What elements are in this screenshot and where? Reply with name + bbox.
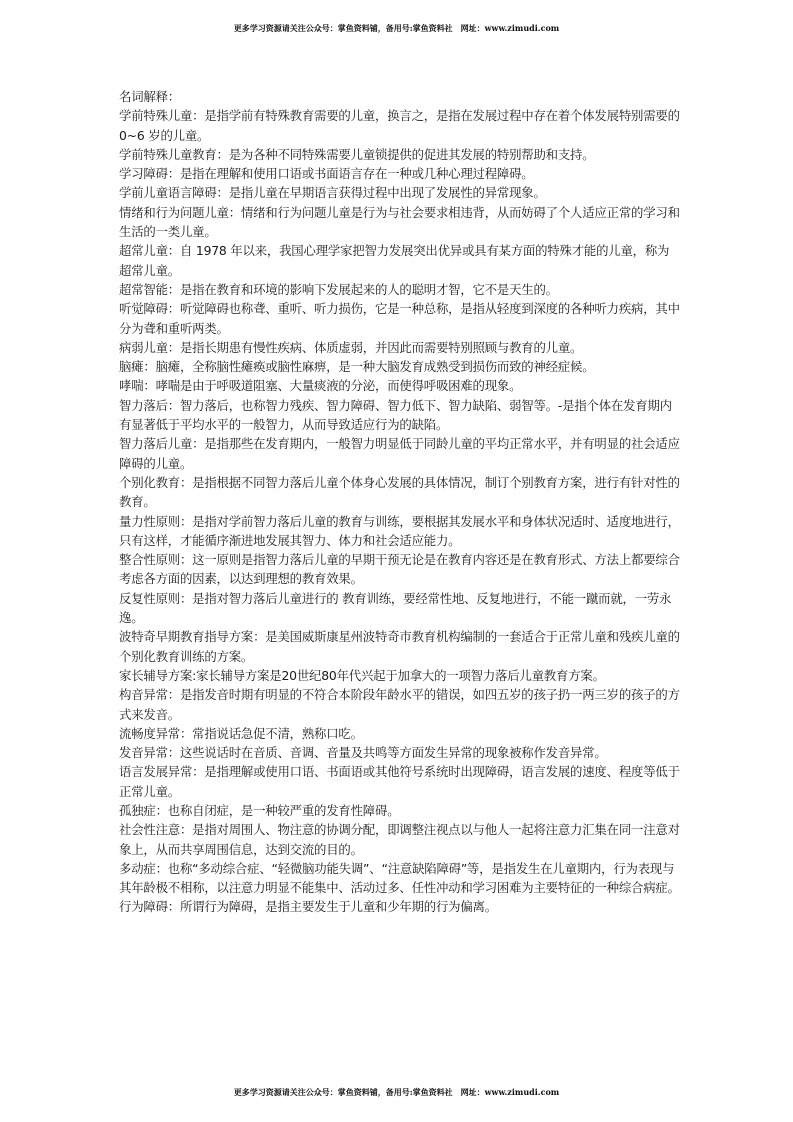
term-definition: 脑瘫：脑瘫，全称脑性瘫痪或脑性麻痹，是一种大脑发育成熟受到损伤而致的神经症候。: [119, 359, 595, 375]
term-definition: 超常儿童：自 1978 年以来，我国心理学家把智力发展突出优异或具有某方面的特殊才能的儿童，称为超常儿童。: [119, 243, 670, 278]
term-definition: 多动症：也称“多动综合症、“轻微脑功能失调”、“注意缺陷障碍”等，是指发生在儿童期内，行为表现与其年龄极不相称，以注意力明显不能集中、活动过多、任性冲动和学习困难为主要特征的一种综合病症。: [119, 860, 680, 896]
term-definition: 学前特殊儿童：是指学前有特殊教育需要的儿童，换言之，是指在发展过程中存在着个体发展特别需要的 0~6 岁的儿童。: [119, 108, 680, 143]
term-definition: 学前特殊儿童教育：是为各种不同特殊需要儿童锁提供的促进其发展的特别帮助和支持。: [119, 146, 595, 162]
term-definition: 社会性注意：是指对周围人、物注意的协调分配，即调整注视点以与他人一起将注意力汇集在同一注意对象上，从而共享周围信息，达到交流的目的。: [119, 822, 680, 857]
term-definition: 家长辅导方案:家长辅导方案是20世纪80年代兴起于加拿大的一项智力落后儿童教育方案。: [119, 667, 605, 683]
term-definition: 发音异常：这些说话时在音质、音调、音量及共鸣等方面发生异常的现象被称作发音异常。: [119, 745, 607, 761]
term-definition: 听觉障碍：听觉障碍也称聋、重听、听力损伤，它是一种总称，是指从轻度到深度的各种听力疾病，其中分为聋和重听两类。: [119, 301, 680, 336]
term-definition: 语言发展异常：是指理解或使用口语、书面语或其他符号系统时出现障碍，语言发展的速度、程度等低于正常儿童。: [119, 764, 680, 799]
term-definition: 构音异常：是指发音时期有明显的不符合本阶段年龄水平的错误，如四五岁的孩子扔一两三岁的孩子的方式来发音。: [119, 687, 680, 722]
page-header: 更多学习资源请关注公众号：掌鱼资料铺，备用号:掌鱼资料社 网址：www.zimudi.com: [233, 23, 560, 33]
term-definition: 个别化教育：是指根据不同智力落后儿童个体身心发展的具体情况，制订个别教育方案，进行有针对性的教育。: [119, 474, 680, 510]
term-definition: 反复性原则：是指对智力落后儿童进行的 教育训练，要经常性地、反复地进行，不能一蹴而就，一劳永逸。: [119, 590, 672, 626]
term-definition: 流畅度异常：常指说话急促不清，熟称口吃。: [119, 725, 363, 741]
term-definition: 孤独症：也称自闭症，是一种较严重的发育性障碍。: [119, 802, 400, 818]
term-definition: 量力性原则：是指对学前智力落后儿童的教育与训练，要根据其发展水平和身体状况适时、适度地进行，只有这样，才能循序渐进地发展其智力、体力和社会适应能力。: [119, 513, 680, 548]
term-definition: 哮喘：哮喘是由于呼吸道阻塞、大量痰液的分泌，而使得呼吸困难的现象。: [119, 378, 522, 394]
term-definition: 学前儿童语言障碍：是指儿童在早期语言获得过程中出现了发展性的异常现象。: [119, 185, 546, 201]
term-definition: 行为障碍：所谓行为障碍，是指主要发生于儿童和少年期的行为偏离。: [119, 899, 497, 915]
term-definition: 病弱儿童：是指长期患有慢性疾病、体质虚弱，并因此而需要特别照顾与教育的儿童。: [119, 339, 583, 355]
term-definition: 整合性原则：这一原则是指智力落后儿童的早期干预无论是在教育内容还是在教育形式、方法上都要综合考虑各方面的因素，以达到理想的教育效果。: [119, 552, 680, 587]
term-definition: 情绪和行为问题儿童：情绪和行为问题儿童是行为与社会要求相违背，从而妨碍了个人适应正常的学习和生活的一类儿童。: [119, 204, 680, 240]
document-body: [119, 87, 681, 917]
page-footer: 更多学习资源请关注公众号：掌鱼资料铺，备用号:掌鱼资料社 网址：www.zimudi.com: [233, 1087, 560, 1097]
term-definition: 智力落后儿童：是指那些在发育期内，一般智力明显低于同龄儿童的平均正常水平，并有明显的社会适应障碍的儿童。: [119, 436, 680, 471]
term-definition: 超常智能：是指在教育和环境的影响下发展起来的人的聪明才智，它不是天生的。: [119, 281, 558, 297]
section-heading: 名词解释：: [119, 89, 180, 104]
term-definition: 波特奇早期教育指导方案：是美国威斯康星州波特奇市教育机构编制的一套适合于正常儿童和残疾儿童的个别化教育训练的方案。: [119, 629, 680, 664]
term-definition: 学习障碍：是指在理解和使用口语或书面语言存在一种或几种心理过程障碍。: [119, 166, 534, 182]
term-definition: 智力落后：智力落后，也称智力残疾、智力障碍、智力低下、智力缺陷、弱智等。-是指个体在发育期内有显著低于平均水平的一般智力，从而导致适应行为的缺陷。: [119, 397, 672, 433]
